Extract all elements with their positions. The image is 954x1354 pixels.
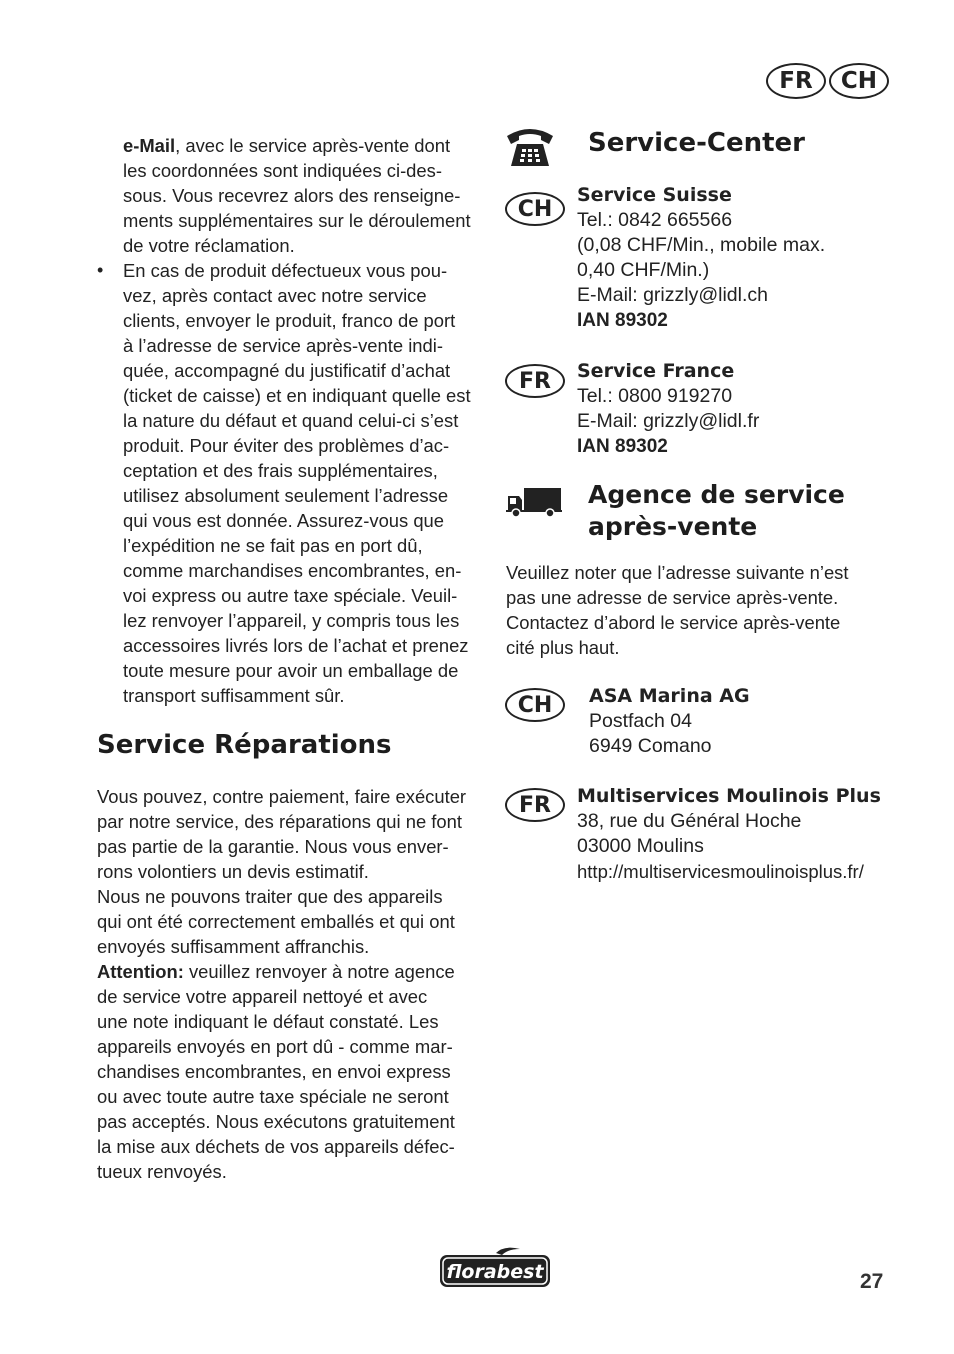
service-france-ian: IAN 89302 bbox=[577, 436, 668, 457]
attention-line: Attention: veuillez renvoyer à notre agence bbox=[97, 961, 455, 982]
logo-brand-text: florabest bbox=[446, 1261, 544, 1283]
multiservices-tag: FR bbox=[505, 788, 565, 822]
multiservices-title: Multiservices Moulinois Plus bbox=[577, 785, 881, 807]
florabest-logo bbox=[438, 1247, 552, 1289]
delivery-truck-icon bbox=[505, 486, 563, 518]
attention-label: Attention: bbox=[97, 961, 184, 982]
intro-line: les coordonnées sont indiquées ci-des- bbox=[123, 160, 442, 181]
agence-paragraph: Veuillez noter que l’adresse suivante n’est pas une adresse de service après-vente. Contactez d’abord le service après-vente cité plus haut. bbox=[506, 562, 849, 658]
repairs-heading: Service Réparations bbox=[97, 730, 392, 760]
repairs-paragraph: Vous pouvez, contre paiement, faire exécuter par notre service, des réparations qui ne font pas partie de la garantie. Nous vous enver- rons volontiers un devis estimatif. Nous ne pouvons traiter que des appareils qui ont été correctement emballés et qui ont envoyés suffisamment affranchis. Attention: veuillez renvoyer à notre agence de service votre appareil nettoyé et avec une note indiquant le défaut constaté. Les appareils envoyés en port dû - comme mar- chandises encombrantes, en envoi express ou avec toute autre taxe spéciale ne seront pas acceptés. Nous exécutons gratuitement la mise aux déchets de vos appareils défec- tueux renvoyés. bbox=[97, 784, 492, 1184]
intro-paragraph bbox=[123, 133, 493, 258]
service-suisse-ian: IAN 89302 bbox=[577, 310, 668, 331]
asa-marina-title: ASA Marina AG bbox=[589, 685, 750, 707]
intro-line: sous. Vous recevrez alors des renseigne- bbox=[123, 185, 461, 206]
bullet-list bbox=[123, 258, 493, 708]
multiservices-block: Multiservices Moulinois Plus 38, rue du Général Hoche 03000 Moulins http://multiservicesmoulinoisplus.fr/ bbox=[577, 784, 907, 884]
service-suisse-block: Service Suisse Tel.: 0842 665566 (0,08 CHF/Min., mobile max. 0,40 CHF/Min.) E-Mail: grizzly@lidl.ch IAN 89302 bbox=[577, 183, 907, 333]
agence-heading: Agence de service après-vente bbox=[588, 480, 845, 541]
intro-line: ments supplémentaires sur le déroulement bbox=[123, 210, 471, 231]
multiservices-url: http://multiservicesmoulinoisplus.fr/ bbox=[577, 861, 864, 882]
bullet-item: • En cas de produit défectueux vous pou- vez, après contact avec notre service clients, envoyer le produit, franco de port à l’adresse de service après-vente indi- quée, accompagné du justificatif d’achat (ticket de caisse) et en indiquant quelle est la nature du défaut et quand celui-ci s’est produit. Pour éviter des problèmes d’ac- ceptation et des frais supplémentaires, utilisez absolument seulement l’adresse qui vous est donnée. Assurez-vous que l’expédition ne se fait pas en port dû, comme marchandises encombrantes, en- voi express ou autre taxe spéciale. Veuil- lez renvoyer l’appareil, y compris tous les accessoires livrés lors de l’achat et prenez toute mesure pour avoir un emballage de transport suffisamment sûr. bbox=[123, 258, 493, 708]
intro-bold: e-Mail bbox=[123, 135, 176, 156]
intro-line: de votre réclamation. bbox=[123, 235, 295, 256]
service-center-heading: Service-Center bbox=[588, 128, 805, 158]
service-france-tag: FR bbox=[505, 364, 565, 398]
page-number: 27 bbox=[860, 1270, 884, 1293]
lang-tag-ch: CH bbox=[829, 63, 889, 99]
asa-marina-block: ASA Marina AG Postfach 04 6949 Comano bbox=[589, 684, 909, 759]
service-suisse-title: Service Suisse bbox=[577, 184, 732, 206]
service-suisse-tag: CH bbox=[505, 192, 565, 226]
service-france-title: Service France bbox=[577, 360, 735, 382]
service-france-block: Service France Tel.: 0800 919270 E-Mail: grizzly@lidl.fr IAN 89302 bbox=[577, 359, 907, 459]
intro-line: e-Mail, avec le service après-vente dont bbox=[123, 135, 451, 156]
asa-marina-tag: CH bbox=[505, 688, 565, 722]
telephone-icon bbox=[505, 124, 555, 168]
lang-tag-fr: FR bbox=[766, 63, 826, 99]
